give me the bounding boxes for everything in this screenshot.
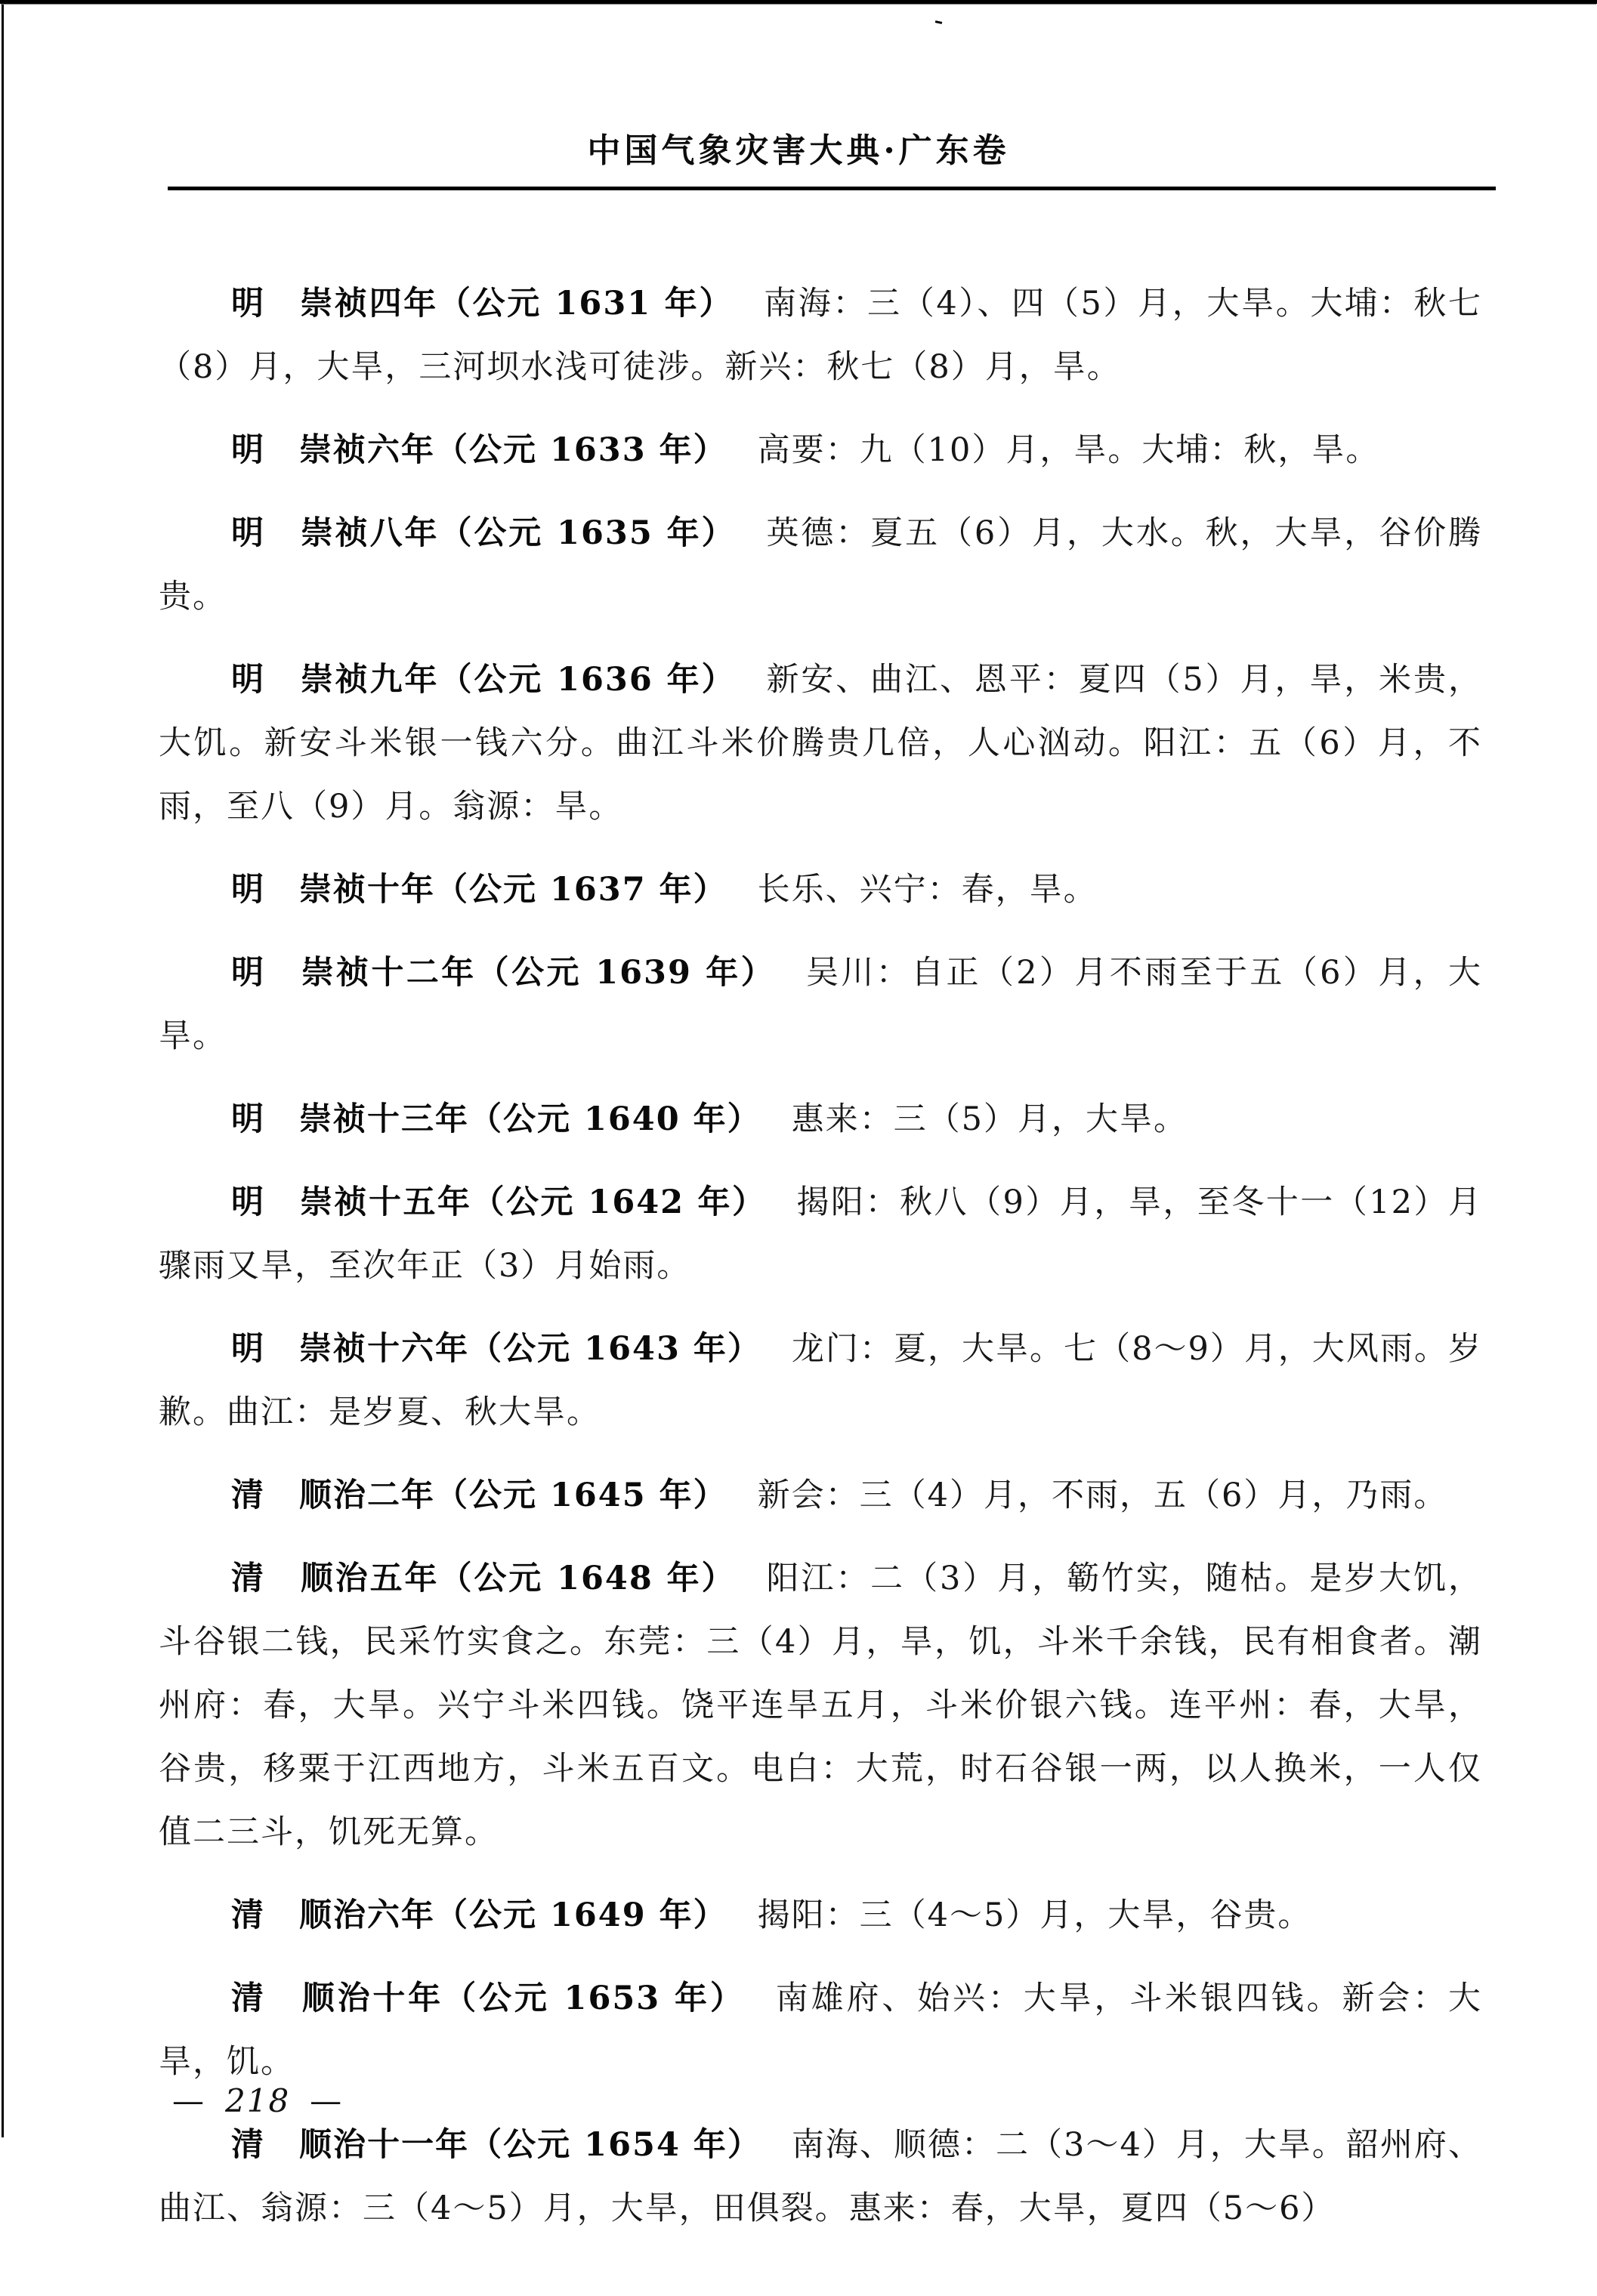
disaster-entry (159, 858, 1482, 921)
entry-record-text: 新安、曲江、恩平：夏四（5）月，旱，米贵，大饥。新安斗米银一钱六分。曲江斗米价腾贵几倍，人心汹动。阳江：五（6）月，不雨，至八（9）月。翁源：旱。 (159, 661, 1483, 826)
page-number (172, 2078, 343, 2124)
scan-artifact-left-line (2, 5, 4, 2137)
entry-era-heading: 清 顺治十一年（公元 1654 年） (231, 2126, 761, 2164)
entry-era-heading: 明 崇祯十年（公元 1637 年） (231, 871, 727, 909)
entry-record-text: 南雄府、始兴：大旱，斗米银四钱。新会：大旱，饥。 (159, 1980, 1483, 2081)
scan-artifact-speck (935, 20, 942, 24)
disaster-entry (159, 2113, 1482, 2240)
disaster-entry (159, 501, 1482, 628)
entry-era-heading: 明 崇祯十五年（公元 1642 年） (231, 1183, 767, 1221)
disaster-entry (159, 1317, 1482, 1444)
disaster-entry (159, 1088, 1482, 1151)
entry-era-heading: 明 崇祯十六年（公元 1643 年） (231, 1330, 761, 1368)
entry-record-text: 英德：夏五（6）月，大水。秋，大旱，谷价腾贵。 (159, 514, 1483, 616)
page-number-left-dash: — (172, 2082, 205, 2119)
disaster-entry (159, 1967, 1482, 2094)
entry-era-heading: 清 顺治六年（公元 1649 年） (231, 1896, 727, 1934)
entry-record-text: 南海、顺德：二（3～4）月，大旱。韶州府、曲江、翁源：三（4～5）月，大旱，田俱裂。惠来：春，大旱，夏四（5～6） (159, 2126, 1482, 2227)
entry-record-text: 长乐、兴宁：春，旱。 (757, 871, 1098, 909)
disaster-entry (159, 1884, 1482, 1947)
disaster-entry (159, 272, 1482, 399)
entry-era-heading: 明 崇祯六年（公元 1633 年） (231, 431, 727, 469)
disaster-entry (159, 1171, 1482, 1298)
entry-record-text: 揭阳：秋八（9）月，旱，至冬十一（12）月骤雨又旱，至次年正（3）月始雨。 (159, 1183, 1483, 1285)
entry-era-heading: 明 崇祯十二年（公元 1639 年） (231, 954, 776, 992)
entry-era-heading: 清 顺治五年（公元 1648 年） (231, 1560, 737, 1597)
disaster-entry (159, 1464, 1482, 1527)
entry-record-text: 揭阳：三（4～5）月，大旱，谷贵。 (757, 1896, 1312, 1934)
entry-record-text: 吴川：自正（2）月不雨至于五（6）月，大旱。 (159, 954, 1483, 1055)
disaster-entry (159, 1547, 1482, 1864)
entry-record-text: 惠来：三（5）月，大旱。 (791, 1100, 1188, 1138)
entry-record-text: 高要：九（10）月，旱。大埔：秋，旱。 (757, 431, 1380, 469)
disaster-entry (159, 648, 1482, 838)
page-number-value: 218 (225, 2082, 291, 2119)
entry-era-heading: 明 崇祯十三年（公元 1640 年） (231, 1100, 761, 1138)
entries (159, 272, 1482, 2260)
entry-era-heading: 明 崇祯九年（公元 1636 年） (231, 661, 737, 699)
entry-record-text: 新会：三（4）月，不雨，五（6）月，乃雨。 (757, 1477, 1448, 1514)
running-head-title: 中国气象灾害大典·广东卷 (587, 131, 1010, 170)
entry-record-text: 南海：三（4）、四（5）月，大旱。大埔：秋七（8）月，大旱，三河坝水浅可徒涉。新兴：秋七（8）月，旱。 (159, 285, 1482, 386)
disaster-entry (159, 941, 1482, 1068)
header-rule (168, 187, 1496, 190)
entry-record-text: 龙门：夏，大旱。七（8～9）月，大风雨。岁歉。曲江：是岁夏、秋大旱。 (159, 1330, 1482, 1431)
disaster-entry (159, 418, 1482, 482)
entry-record-text: 阳江：二（3）月，簕竹实，随枯。是岁大饥，斗谷银二钱，民采竹实食之。东莞：三（4）月，旱，饥，斗米千余钱，民有相食者。潮州府：春，大旱。兴宁斗米四钱。饶平连旱五月，斗米价银六钱。连平州：春，大旱，谷贵，移粟于江西地方，斗米五百文。电白：大荒，时石谷银一两，以人换米，一人仅值二三斗，饥死无算。 (159, 1560, 1483, 1851)
entry-era-heading: 明 崇祯八年（公元 1635 年） (231, 514, 737, 552)
entry-era-heading: 清 顺治二年（公元 1645 年） (231, 1477, 727, 1514)
entry-era-heading: 明 崇祯四年（公元 1631 年） (231, 285, 734, 322)
entry-era-heading: 清 顺治十年（公元 1653 年） (231, 1980, 746, 2017)
page-number-right-dash: — (310, 2082, 344, 2119)
scan-artifact-top-edge (0, 0, 1597, 4)
